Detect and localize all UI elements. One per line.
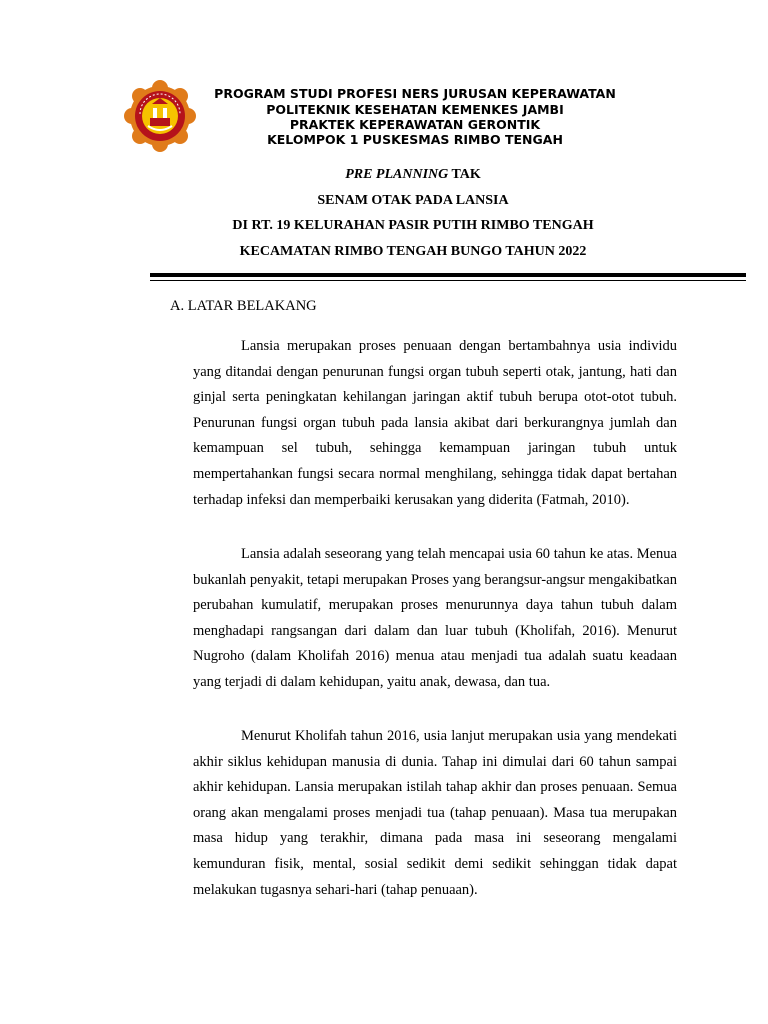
header-divider-thin [150,280,746,281]
institution-line-1: PROGRAM STUDI PROFESI NERS JURUSAN KEPERAWATAN [214,86,616,101]
paragraph-3 [193,724,677,903]
institution-line-2: POLITEKNIK KESEHATAN KEMENKES JAMBI [266,102,564,117]
institution-line-4: KELOMPOK 1 PUSKESMAS RIMBO TENGAH [267,132,563,147]
institution-line-3: PRAKTEK KEPERAWATAN GERONTIK [289,117,541,132]
paragraph-2-text: Lansia adalah seseorang yang telah mencapai usia 60 tahun ke atas. Menua bukanlah penyakit, tetapi merupakan Proses yang berangsur-angsur mengakibatkan perubahan kumulatif, merupakan proses menurunnya daya tahun tubuh dalam menghadapi rangsangan dari dalam dan luar tubuh (Kholifah, 2016). Menurut Nugroho (dalam Kholifah 2016) menua atau menjadi tua adalah suatu keadaan yang terjadi di dalam kehidupan, yaitu anak, dewasa, dan tua. [193,546,677,690]
paragraph-1 [193,334,677,513]
header-divider-thick [150,273,746,277]
title-line-1 [100,166,726,184]
title-line-3: DI RT. 19 KELURAHAN PASIR PUTIH RIMBO TENGAH [232,218,594,233]
poltekkes-jambi-logo-icon [124,80,196,152]
title-line-2: SENAM OTAK PADA LANSIA [317,193,509,208]
paragraph-3-text: Menurut Kholifah tahun 2016, usia lanjut merupakan usia yang mendekati akhir siklus kehidupan manusia di dunia. Tahap ini dimulai dari 60 tahun sampai akhir kehidupan. Lansia merupakan istilah tahap akhir dan proses penuaan. Semua orang akan mengalami proses menjadi tua (tahap penuaan). Masa tua merupakan masa hidup yang terakhir, dimana pada masa ini seseorang mengalami kemunduran fisik, mental, sosial sedikit demi sedikit sehinggan tidak dapat melakukan tugasnya sehari-hari (tahap penuaan). [193,728,677,898]
title-line-4: KECAMATAN RIMBO TENGAH BUNGO TAHUN 2022 [239,244,587,259]
title-italic: PRE PLANNING [345,167,449,182]
paragraph-1-text: Lansia merupakan proses penuaan dengan bertambahnya usia individu yang ditandai dengan penurunan fungsi organ tubuh seperti otak, jantung, hati dan ginjal serta peningkatan kehilangan jaringan aktif tubuh berupa otot-otot tubuh. Penurunan fungsi organ tubuh pada lansia akibat dari berkurangnya jumlah dan kemampuan sel tubuh, sehingga kemampuan jaringan tubuh untuk mempertahankan fungsi secara normal menghilang, sehingga tidak dapat bertahan terhadap infeksi dan memperbaiki kerusakan yang diderita (Fatmah, 2010). [193,338,677,508]
paragraph-2 [193,542,677,696]
title-rest: TAK [448,167,481,182]
section-heading: A. LATAR BELAKANG [170,298,317,314]
